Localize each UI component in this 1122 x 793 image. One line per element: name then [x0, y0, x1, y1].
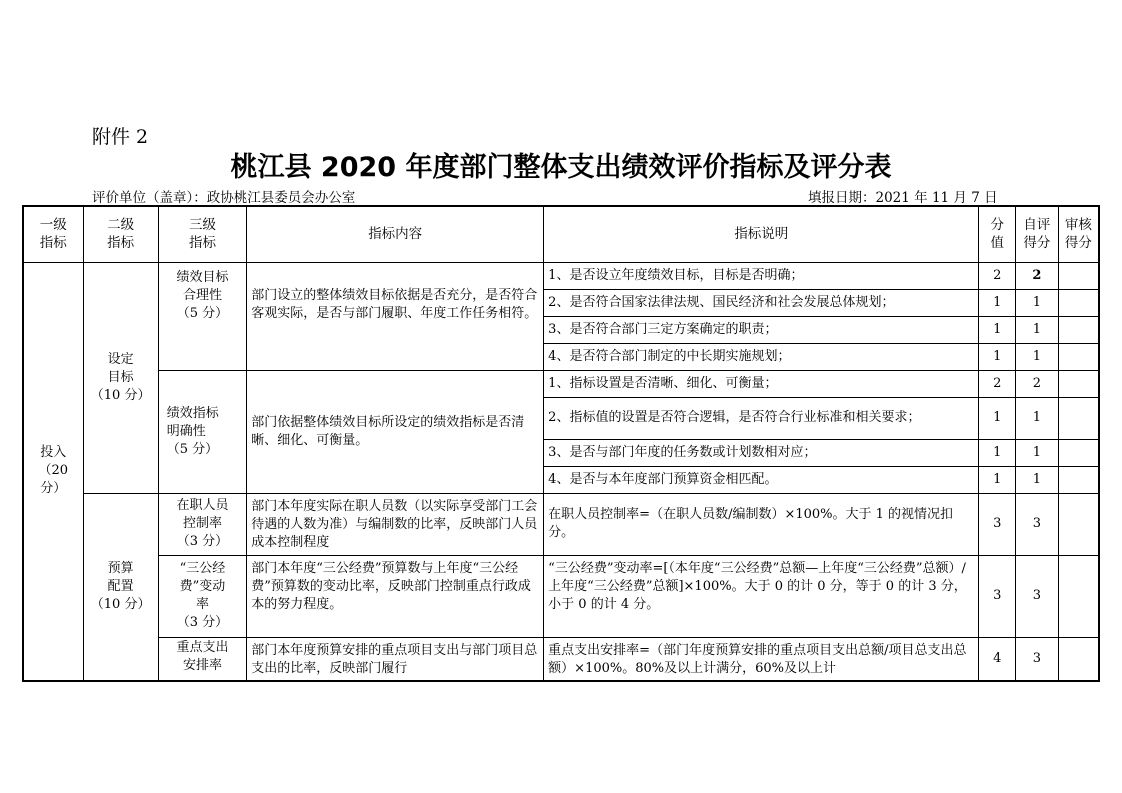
self-score-cell: 1	[1016, 466, 1059, 493]
desc-cell: 4、是否与本年度部门预算资金相匹配。	[544, 466, 979, 493]
audit-score-cell	[1058, 316, 1099, 343]
desc-cell: 2、指标值的设置是否符合逻辑，是否符合行业标准和相关要求；	[544, 397, 979, 439]
attachment-label: 附件 2	[92, 126, 149, 148]
self-score-cell: 3	[1016, 555, 1059, 637]
table-row	[23, 637, 1099, 681]
l2-target-cell: 设定 目标 （10 分）	[83, 262, 158, 493]
table-row	[23, 555, 1099, 637]
l3-cell: 重点支出 安排率	[158, 637, 246, 681]
self-score-cell: 3	[1016, 637, 1059, 681]
header-row	[23, 206, 1099, 262]
content-cell: 部门本年度预算安排的重点项目支出与部门项目总支出的比率，反映部门履行	[247, 637, 544, 681]
l2-budget-cell: 预算 配置 （10 分）	[83, 493, 158, 681]
evaluation-unit: 评价单位（盖章）：政协桃江县委员会办公室	[92, 190, 356, 206]
desc-cell: 2、是否符合国家法律法规、国民经济和社会发展总体规划；	[544, 289, 979, 316]
score-cell: 3	[979, 555, 1016, 637]
desc-cell: 3、是否与部门年度的任务数或计划数相对应；	[544, 439, 979, 466]
self-score-cell: 2	[1016, 370, 1059, 397]
score-cell: 2	[979, 262, 1016, 289]
l3-cell: 绩效目标 合理性 （5 分）	[158, 262, 246, 370]
desc-cell: 4、是否符合部门制定的中长期实施规划；	[544, 343, 979, 370]
col-header-self: 自评 得分	[1016, 206, 1059, 262]
audit-score-cell	[1058, 397, 1099, 439]
l1-input-cell: 投入 （20 分）	[23, 262, 83, 681]
score-cell: 1	[979, 289, 1016, 316]
score-cell: 2	[979, 370, 1016, 397]
audit-score-cell	[1058, 555, 1099, 637]
audit-score-cell	[1058, 493, 1099, 555]
self-score-cell: 3	[1016, 493, 1059, 555]
audit-score-cell	[1058, 289, 1099, 316]
self-score-cell: 1	[1016, 316, 1059, 343]
table-row	[23, 262, 1099, 289]
content-cell: 部门设立的整体绩效目标依据是否充分，是否符合客观实际，是否与部门履职、年度工作任务相符。	[247, 262, 544, 370]
desc-cell: 在职人员控制率=（在职人员数/编制数）×100%。大于 1 的视情况扣分。	[544, 493, 979, 555]
self-score-cell: 1	[1016, 439, 1059, 466]
audit-score-cell	[1058, 439, 1099, 466]
score-cell: 1	[979, 343, 1016, 370]
score-cell: 3	[979, 493, 1016, 555]
col-header-score: 分 值	[979, 206, 1016, 262]
col-header-l1: 一级 指标	[23, 206, 83, 262]
score-cell: 1	[979, 439, 1016, 466]
score-cell: 1	[979, 316, 1016, 343]
score-cell: 1	[979, 466, 1016, 493]
page-title: 桃江县 2020 年度部门整体支出绩效评价指标及评分表	[230, 152, 892, 183]
desc-cell: 1、指标设置是否清晰、细化、可衡量；	[544, 370, 979, 397]
audit-score-cell	[1058, 370, 1099, 397]
desc-cell: 1、是否设立年度绩效目标，目标是否明确；	[544, 262, 979, 289]
report-date: 填报日期：2021 年 11 月 7 日	[808, 190, 998, 206]
col-header-desc: 指标说明	[544, 206, 979, 262]
audit-score-cell	[1058, 637, 1099, 681]
col-header-audit: 审核 得分	[1058, 206, 1099, 262]
desc-cell: 3、是否符合部门三定方案确定的职责；	[544, 316, 979, 343]
content-cell: 部门本年度“三公经费”预算数与上年度“三公经费”预算数的变动比率，反映部门控制重点行政成本的努力程度。	[247, 555, 544, 637]
l3-cell: 在职人员 控制率 （3 分）	[158, 493, 246, 555]
evaluation-table	[22, 205, 1100, 682]
desc-cell: “三公经费”变动率=[（本年度“三公经费”总额—上年度“三公经费”总额）/上年度“三公经费”总额]×100%。大于 0 的计 0 分，等于 0 的计 3 分，小于 0 的计 4 分。	[544, 555, 979, 637]
self-score-cell: 1	[1016, 397, 1059, 439]
content-cell: 部门本年度实际在职人员数（以实际享受部门工会待遇的人数为准）与编制数的比率，反映部门人员成本控制程度	[247, 493, 544, 555]
audit-score-cell	[1058, 343, 1099, 370]
l3-cell: 绩效指标 明确性 （5 分）	[158, 370, 246, 493]
desc-cell: 重点支出安排率=（部门年度预算安排的重点项目支出总额/项目总支出总额）×100%。80%及以上计满分，60%及以上计	[544, 637, 979, 681]
content-cell: 部门依据整体绩效目标所设定的绩效指标是否清晰、细化、可衡量。	[247, 370, 544, 493]
col-header-content: 指标内容	[247, 206, 544, 262]
col-header-l2: 二级 指标	[83, 206, 158, 262]
audit-score-cell	[1058, 262, 1099, 289]
self-score-cell: 1	[1016, 289, 1059, 316]
l3-cell: “三公经 费”变动 率 （3 分）	[158, 555, 246, 637]
score-cell: 4	[979, 637, 1016, 681]
audit-score-cell	[1058, 466, 1099, 493]
self-score-cell: 2	[1016, 262, 1059, 289]
self-score-cell: 1	[1016, 343, 1059, 370]
col-header-l3: 三级 指标	[158, 206, 246, 262]
table-row	[23, 493, 1099, 555]
table-row	[23, 370, 1099, 397]
score-cell: 1	[979, 397, 1016, 439]
